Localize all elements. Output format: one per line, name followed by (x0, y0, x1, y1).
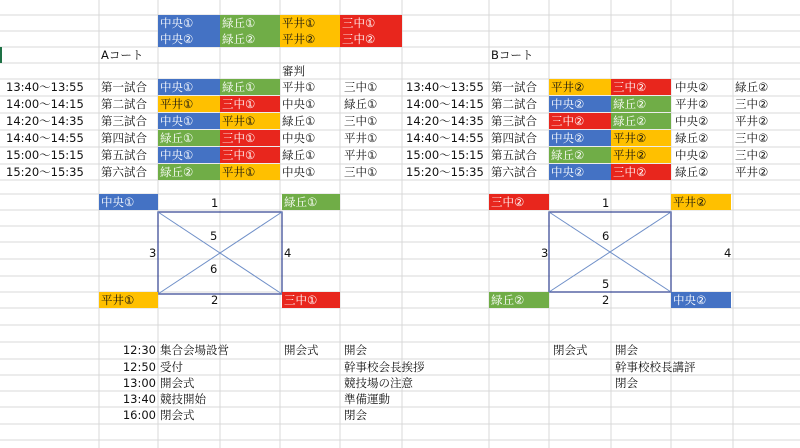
team-1-cell[interactable]: 緑丘① (158, 130, 220, 146)
team-1-cell[interactable]: 三中② (549, 113, 611, 129)
team-2-cell[interactable]: 三中① (220, 96, 280, 112)
legend-cell[interactable]: 緑丘② (220, 31, 280, 47)
match-number[interactable]: 第六試合 (491, 165, 537, 179)
referee-2-cell[interactable]: 三中② (735, 131, 769, 145)
court-b-diagram (549, 212, 671, 292)
legend-cell[interactable]: 三中① (340, 15, 402, 31)
team-1-cell[interactable]: 平井① (158, 96, 220, 112)
court-b-corner-top-right[interactable]: 平井② (671, 194, 731, 210)
court-a-title[interactable]: Aコート (101, 48, 144, 62)
team-1-cell[interactable]: 中央② (549, 96, 611, 112)
team-2-cell[interactable]: 三中② (611, 79, 671, 95)
referee-1-cell[interactable]: 緑丘② (675, 165, 709, 179)
referee-2-cell[interactable]: 三中① (344, 80, 378, 94)
referee-1-cell[interactable]: 緑丘① (282, 148, 316, 162)
referee-1-cell[interactable]: 中央① (282, 165, 316, 179)
referee-2-cell[interactable]: 緑丘② (735, 80, 769, 94)
opening-ceremony-item[interactable]: 閉会 (344, 408, 367, 422)
team-2-cell[interactable]: 平井① (220, 164, 280, 180)
referee-1-cell[interactable]: 平井② (675, 97, 709, 111)
court-b-num-left: 3 (541, 246, 549, 260)
match-number[interactable]: 第三試合 (491, 114, 537, 128)
opening-ceremony-item[interactable]: 準備運動 (344, 392, 390, 406)
match-time[interactable]: 15:00～15:15 (6, 148, 84, 162)
referee-1-cell[interactable]: 中央① (282, 131, 316, 145)
match-time[interactable]: 14:00～14:15 (6, 97, 84, 111)
referee-2-cell[interactable]: 平井② (735, 165, 769, 179)
referee-2-cell[interactable]: 三中① (344, 114, 378, 128)
team-2-cell[interactable]: 平井② (611, 130, 671, 146)
match-number[interactable]: 第六試合 (101, 165, 147, 179)
court-b-title[interactable]: Bコート (491, 48, 534, 62)
legend-cell[interactable]: 中央② (158, 31, 220, 47)
legend-cell[interactable]: 平井① (280, 15, 340, 31)
match-time[interactable]: 14:40～14:55 (6, 131, 84, 145)
court-a-num-top: 1 (211, 196, 219, 210)
court-b-num-top: 1 (602, 196, 610, 210)
referee-1-cell[interactable]: 中央① (282, 97, 316, 111)
referee-2-cell[interactable]: 平井① (344, 131, 378, 145)
court-b-corner-bottom-left[interactable]: 緑丘② (489, 292, 549, 308)
match-number[interactable]: 第五試合 (491, 148, 537, 162)
match-number[interactable]: 第三試合 (101, 114, 147, 128)
opening-ceremony-label[interactable]: 開会式 (284, 343, 319, 357)
match-time[interactable]: 13:40～13:55 (6, 80, 84, 94)
referee-2-cell[interactable]: 平井② (735, 114, 769, 128)
match-number[interactable]: 第四試合 (491, 131, 537, 145)
match-number[interactable]: 第四試合 (101, 131, 147, 145)
referee-1-cell[interactable]: 緑丘② (675, 131, 709, 145)
team-1-cell[interactable]: 中央② (549, 130, 611, 146)
match-time[interactable]: 14:40～14:55 (406, 131, 484, 145)
team-2-cell[interactable]: 平井① (220, 113, 280, 129)
opening-ceremony-item[interactable]: 開会 (344, 343, 367, 357)
team-1-cell[interactable]: 緑丘② (158, 164, 220, 180)
team-2-cell[interactable]: 緑丘① (220, 79, 280, 95)
referee-1-cell[interactable]: 中央② (675, 80, 709, 94)
court-a-corner-top-left[interactable]: 中央① (99, 194, 158, 210)
court-b-num-upper: 6 (602, 229, 610, 243)
court-b-num-bottom: 2 (602, 293, 610, 307)
schedule-time[interactable]: 13:40 (122, 392, 156, 406)
match-time[interactable]: 14:20～14:35 (406, 114, 484, 128)
match-number[interactable]: 第二試合 (491, 97, 537, 111)
team-1-cell[interactable]: 中央① (158, 147, 220, 163)
legend-cell[interactable]: 三中② (340, 31, 402, 47)
match-number[interactable]: 第五試合 (101, 148, 147, 162)
team-1-cell[interactable]: 緑丘② (549, 147, 611, 163)
court-b-corner-top-left[interactable]: 三中② (489, 194, 549, 210)
court-a-corner-top-right[interactable]: 緑丘① (282, 194, 340, 210)
team-2-cell[interactable]: 三中② (611, 164, 671, 180)
match-time[interactable]: 15:20～15:35 (6, 165, 84, 179)
schedule-event[interactable]: 閉会式 (160, 408, 195, 422)
closing-ceremony-label[interactable]: 閉会式 (553, 343, 588, 357)
closing-ceremony-item[interactable]: 閉会 (615, 376, 638, 390)
schedule-time[interactable]: 12:30 (122, 343, 156, 357)
match-number[interactable]: 第一試合 (491, 80, 537, 94)
schedule-time[interactable]: 13:00 (122, 376, 156, 390)
team-1-cell[interactable]: 中央② (549, 164, 611, 180)
legend-cell[interactable]: 平井② (280, 31, 340, 47)
match-time[interactable]: 13:40～13:55 (406, 80, 484, 94)
schedule-time[interactable]: 12:50 (122, 360, 156, 374)
referee-1-cell[interactable]: 中央② (675, 148, 709, 162)
referee-2-cell[interactable]: 三中② (735, 148, 769, 162)
match-time[interactable]: 14:20～14:35 (6, 114, 84, 128)
team-1-cell[interactable]: 中央① (158, 113, 220, 129)
court-a-corner-bottom-right[interactable]: 三中① (282, 292, 340, 308)
match-number[interactable]: 第一試合 (101, 80, 147, 94)
referee-1-cell[interactable]: 平井① (282, 80, 316, 94)
team-2-cell[interactable]: 三中① (220, 130, 280, 146)
legend-cell[interactable]: 緑丘① (220, 15, 280, 31)
referee-1-cell[interactable]: 中央② (675, 114, 709, 128)
court-b-num-right: 4 (724, 246, 732, 260)
schedule-event[interactable]: 開会式 (160, 376, 195, 390)
referee-2-cell[interactable]: 三中② (735, 97, 769, 111)
court-a-num-upper: 5 (210, 229, 218, 243)
team-2-cell[interactable]: 平井② (611, 147, 671, 163)
schedule-time[interactable]: 16:00 (122, 408, 156, 422)
court-a-diagram (158, 212, 282, 294)
closing-ceremony-item[interactable]: 開会 (615, 343, 638, 357)
court-b-corner-bottom-right[interactable]: 中央② (671, 292, 731, 308)
schedule-event[interactable]: 集合会場設営 (160, 343, 229, 357)
team-2-cell[interactable]: 三中① (220, 147, 280, 163)
opening-ceremony-item[interactable]: 競技場の注意 (344, 376, 413, 390)
match-time[interactable]: 15:00～15:15 (406, 148, 484, 162)
team-2-cell[interactable]: 緑丘② (611, 113, 671, 129)
court-a-num-right: 4 (284, 246, 292, 260)
referee-header[interactable]: 審判 (282, 64, 305, 78)
referee-1-cell[interactable]: 緑丘① (282, 114, 316, 128)
court-a-num-left: 3 (149, 246, 157, 260)
court-a-corner-bottom-left[interactable]: 平井① (99, 292, 158, 308)
referee-2-cell[interactable]: 緑丘① (344, 97, 378, 111)
match-time[interactable]: 14:00～14:15 (406, 97, 484, 111)
match-time[interactable]: 15:20～15:35 (406, 165, 484, 179)
court-b-num-lower: 5 (602, 277, 610, 291)
closing-ceremony-item[interactable]: 幹事校校長講評 (615, 360, 696, 374)
team-1-cell[interactable]: 平井② (549, 79, 611, 95)
schedule-event[interactable]: 競技開始 (160, 392, 206, 406)
court-a-num-lower: 6 (210, 262, 218, 276)
court-a-num-bottom: 2 (211, 293, 219, 307)
referee-2-cell[interactable]: 平井① (344, 148, 378, 162)
opening-ceremony-item[interactable]: 幹事校会長挨拶 (344, 360, 425, 374)
referee-2-cell[interactable]: 三中① (344, 165, 378, 179)
team-1-cell[interactable]: 中央① (158, 79, 220, 95)
team-2-cell[interactable]: 緑丘② (611, 96, 671, 112)
match-number[interactable]: 第二試合 (101, 97, 147, 111)
legend-cell[interactable]: 中央① (158, 15, 220, 31)
schedule-event[interactable]: 受付 (160, 360, 183, 374)
